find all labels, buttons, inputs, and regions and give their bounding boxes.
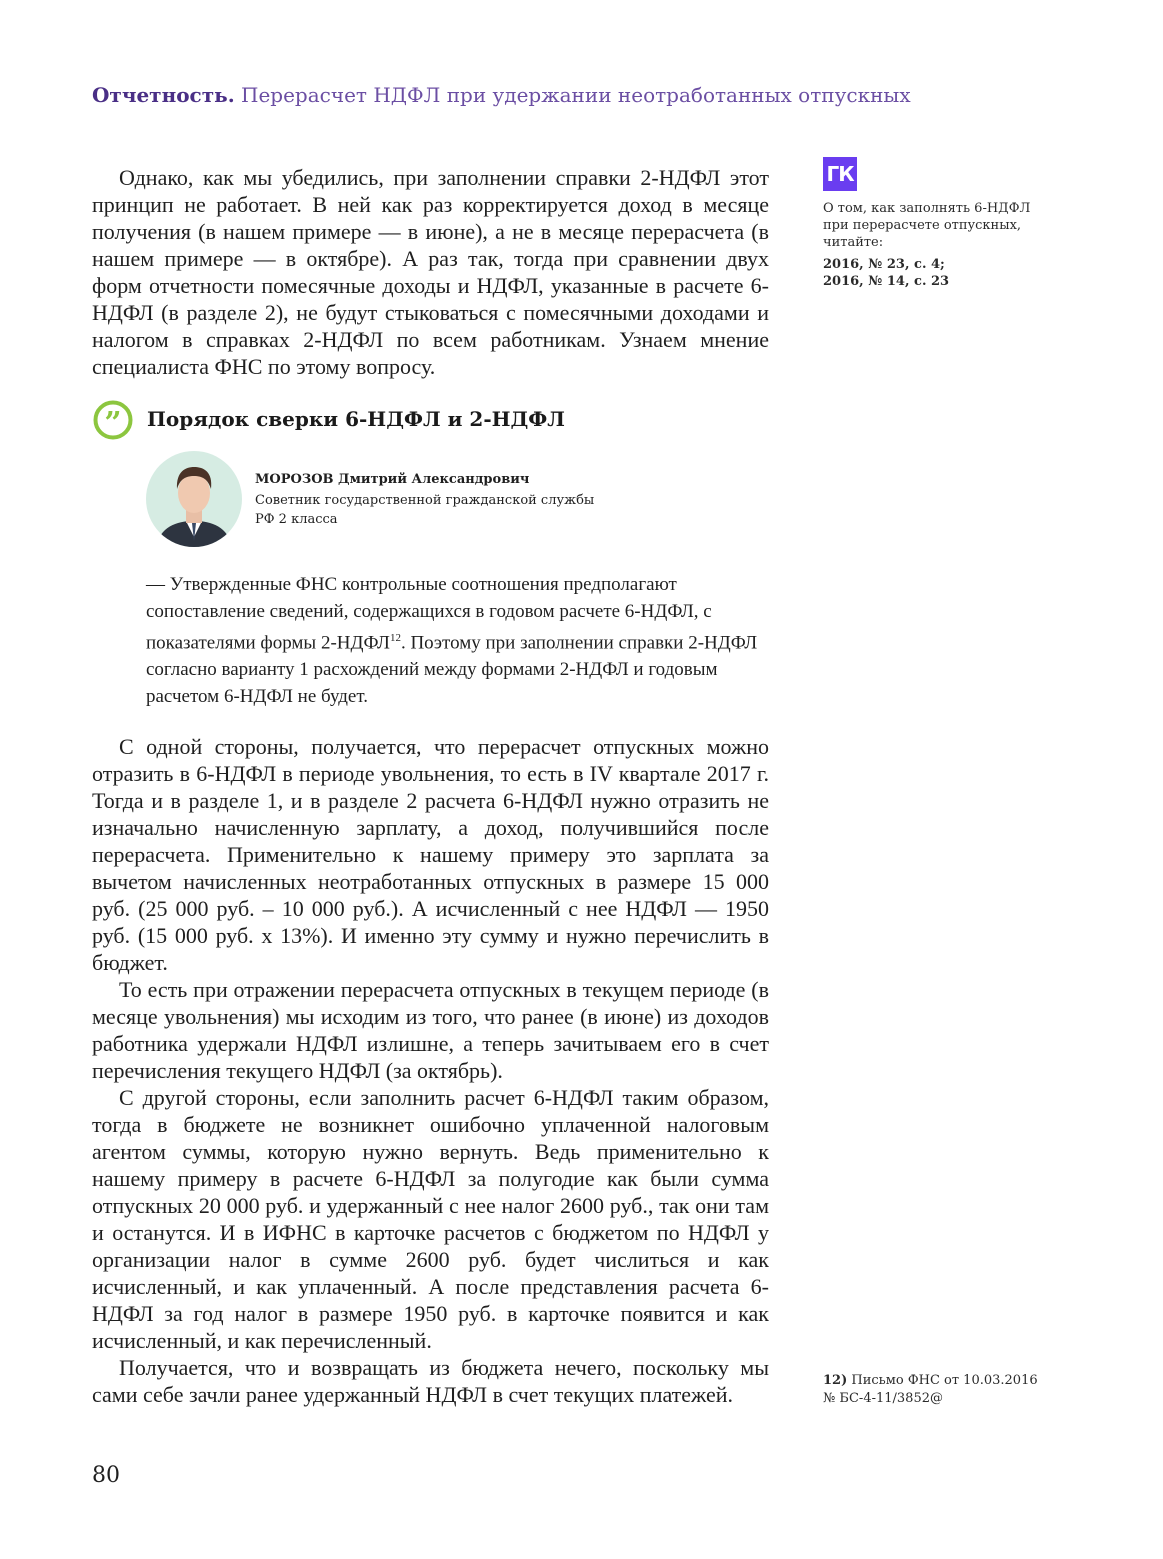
expert-first-name: Дмитрий Александрович bbox=[338, 472, 530, 487]
expert-surname: МОРОЗОВ bbox=[255, 472, 334, 487]
expert-name bbox=[255, 472, 529, 487]
running-header bbox=[92, 83, 911, 107]
gk-logo-icon: ГК bbox=[823, 157, 857, 191]
side-note-ref: 2016, № 14, с. 23 bbox=[823, 274, 950, 289]
intro-text bbox=[92, 164, 769, 380]
side-note-refs bbox=[823, 256, 1038, 290]
page-number: 80 bbox=[92, 1463, 120, 1488]
side-note-ref: 2016, № 23, с. 4; bbox=[823, 257, 945, 272]
body-paragraph: С одной стороны, получается, что перерасчет отпускных можно отразить в 6-НДФЛ в периоде увольнения, то есть в IV квартале 2017 г. Тогда и в разделе 1, и в разделе 2 расчета 6-НДФЛ нужно отразить не изначально начисленную зарплату, а доход, получившийся после перерасчета. Применительно к нашему примеру это зарплата за вычетом начисленных неотработанных отпускных в размере 15 000 руб. (25 000 руб. – 10 000 руб.). А исчисленный с нее НДФЛ — 1950 руб. (15 000 руб. х 13%). И именно эту сумму и нужно перечислить в бюджет. bbox=[92, 734, 769, 975]
svg-text:”: ” bbox=[104, 406, 122, 440]
expert-quote bbox=[146, 571, 758, 710]
footnote bbox=[823, 1372, 1043, 1408]
footnote-number: 12) bbox=[823, 1373, 848, 1388]
side-note-text: О том, как заполнять 6-НДФЛ при перерасчете отпускных, читайте: bbox=[823, 201, 1031, 250]
body-paragraph: Получается, что и возвращать из бюджета нечего, поскольку мы сами себе зачли ранее удержанный НДФЛ в счет текущих платежей. bbox=[92, 1355, 769, 1407]
section-name: Отчетность. bbox=[92, 83, 235, 107]
article-title: Перерасчет НДФЛ при удержании неотработанных отпускных bbox=[241, 83, 911, 107]
quote-text-part: . Поэтому при заполнении справки 2-НДФЛ согласно варианту 1 расхождений между формами 2-НДФЛ и годовым расчетом 6-НДФЛ не будет. bbox=[146, 632, 758, 708]
interview-title: Порядок сверки 6-НДФЛ и 2-НДФЛ bbox=[147, 407, 565, 431]
footnote-text: Письмо ФНС от 10.03.2016 № БС-4-11/3852@ bbox=[823, 1373, 1038, 1406]
quote-icon bbox=[93, 400, 133, 440]
body-paragraph: С другой стороны, если заполнить расчет 6-НДФЛ таким образом, тогда в бюджете не возникнет ошибочно уплаченной налоговым агентом суммы, которую нужно вернуть. Ведь применительно к нашему примеру в расчете 6-НДФЛ за полугодие как были сумма отпускных 20 000 руб. и удержанный с нее налог 2600 руб., так они там и останутся. И в ИФНС в карточке расчетов с бюджетом по НДФЛ у организации налог в сумме 2600 руб. будет числиться и как исчисленный, и как уплаченный. А после представления расчета 6-НДФЛ за год налог в размере 1950 руб. в карточке появится и как исчисленный, и как перечисленный. bbox=[92, 1085, 769, 1353]
footnote-ref: 12 bbox=[389, 632, 401, 644]
quote-text-part: — Утвержденные ФНС контрольные соотношения предполагают сопоставление сведений, содержащихся в годовом расчете 6-НДФЛ, с показателями формы 2-НДФЛ bbox=[146, 574, 712, 654]
side-note bbox=[823, 200, 1038, 290]
main-text bbox=[92, 733, 769, 1408]
expert-avatar bbox=[146, 451, 242, 547]
body-paragraph: То есть при отражении перерасчета отпускных в текущем периоде (в месяце увольнения) мы исходим из того, что ранее (в июне) из доходов работника удержали НДФЛ излишне, а теперь зачитываем его в счет перечисления текущего НДФЛ (за октябрь). bbox=[92, 977, 769, 1083]
expert-role: Советник государственной гражданской службы РФ 2 класса bbox=[255, 493, 595, 527]
intro-paragraph: Однако, как мы убедились, при заполнении справки 2-НДФЛ этот принцип не работает. В ней как раз корректируется доход в месяце получения (в нашем примере — в июне), а не в месяце перерасчета (в нашем примере — в октябре). А раз так, тогда при сравнении двух форм отчетности помесячные доходы и НДФЛ, указанные в расчете 6-НДФЛ (в разделе 2), не будут стыковаться с помесячными доходами и налогом в справках 2-НДФЛ по всем работникам. Узнаем мнение специалиста ФНС по этому вопросу. bbox=[92, 165, 769, 379]
